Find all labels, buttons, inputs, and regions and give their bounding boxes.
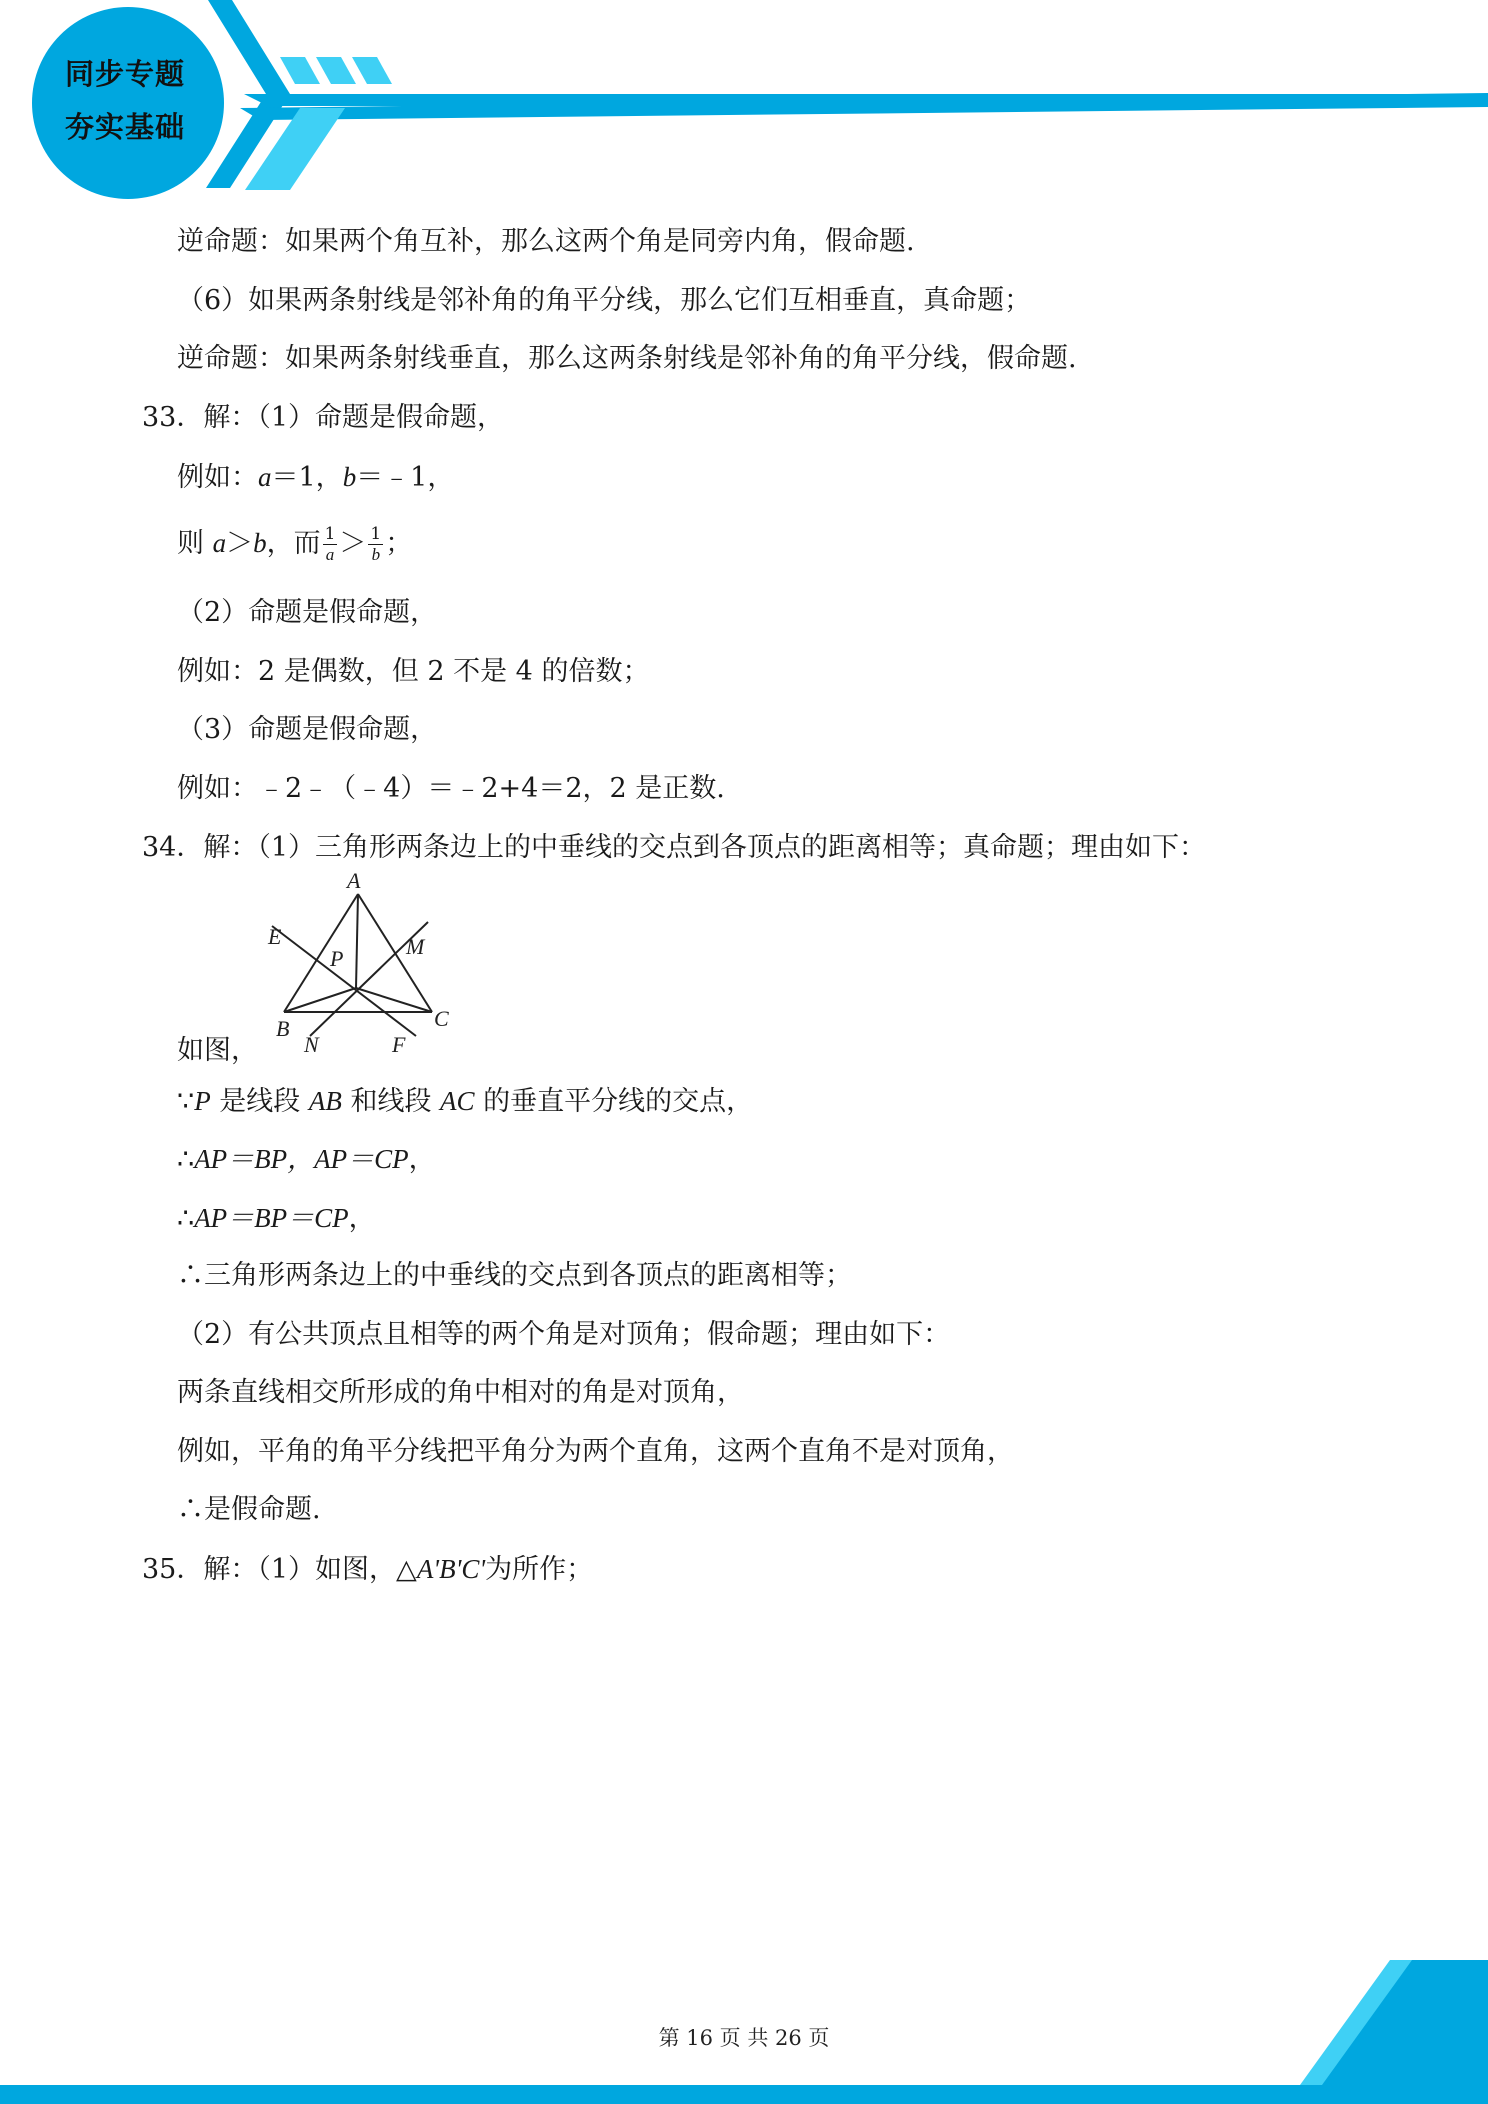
text-line: （6）如果两条射线是邻补角的角平分线，那么它们互相垂直，真命题；	[177, 285, 1032, 316]
text-line: 逆命题：如果两个角互补，那么这两个角是同旁内角，假命题.	[177, 226, 915, 257]
label-F: F	[392, 1032, 406, 1057]
segment-AC-label: AC	[440, 1086, 475, 1116]
label-N: N	[304, 1032, 319, 1057]
equation: AP＝BP，AP＝CP	[194, 1144, 409, 1174]
text-line: （2）命题是假命题，	[177, 597, 438, 628]
badge-line-2: 夯实基础	[64, 110, 185, 144]
text-fragment: ＞	[339, 528, 367, 559]
text-line: ∴三角形两条边上的中垂线的交点到各顶点的距离相等；	[177, 1260, 852, 1291]
fraction-numerator: 1	[370, 524, 382, 544]
header-banner	[0, 0, 1488, 200]
variable-b: b	[342, 462, 357, 492]
header-stripe-1	[280, 57, 320, 84]
triangle-label: A'B'C'	[416, 1554, 486, 1584]
text-fragment: ，	[348, 1203, 376, 1234]
inequality-line	[177, 523, 412, 565]
footer-bar	[0, 2085, 1488, 2104]
reason-line	[177, 1081, 753, 1122]
fraction-numerator: 1	[324, 524, 336, 544]
text-fragment: ；	[385, 528, 413, 559]
variable-a: a	[212, 528, 227, 558]
fraction-denominator: b	[371, 545, 381, 564]
example-line	[177, 457, 454, 498]
text-fragment: ＝﹣1，	[356, 462, 455, 493]
label-E: E	[268, 924, 282, 949]
header-badge-circle	[32, 7, 224, 199]
badge-line-1: 同步专题	[64, 57, 185, 91]
fraction-denominator: a	[325, 545, 335, 564]
text-line: 两条直线相交所形成的角中相对的角是对顶角，	[177, 1377, 744, 1408]
text-line: 如图，	[177, 1035, 258, 1066]
text-fragment: 例如：	[177, 462, 258, 493]
text-line: ∴是假命题.	[177, 1494, 321, 1525]
text-fragment: 35．解：（1）如图，△	[142, 1554, 417, 1585]
label-A: A	[347, 870, 361, 893]
equation-line	[177, 1198, 376, 1239]
segment-AP	[356, 894, 358, 988]
variable-b: b	[253, 528, 267, 558]
equation: AP＝BP＝CP	[194, 1203, 349, 1233]
segment-BP	[284, 988, 356, 1012]
text-line: 例如，平角的角平分线把平角分为两个直角，这两个直角不是对顶角，	[177, 1436, 1014, 1467]
text-fragment: 是线段	[210, 1086, 309, 1117]
question-33-heading: 33．解：（1）命题是假命题，	[142, 402, 505, 433]
header-stripe-3	[352, 57, 392, 84]
header-bar	[244, 94, 1488, 106]
text-line: 例如：2 是偶数，但 2 不是 4 的倍数；	[177, 656, 650, 687]
variable-a: a	[258, 462, 272, 492]
therefore-symbol: ∴	[177, 1144, 195, 1175]
text-fragment: 和线段	[341, 1086, 441, 1117]
question-34-heading: 34．解：（1）三角形两条边上的中垂线的交点到各顶点的距离相等；真命题；理由如下：	[142, 832, 1207, 863]
text-line: （2）有公共顶点且相等的两个角是对顶角；假命题；理由如下：	[177, 1319, 951, 1350]
text-fragment: ＝1，	[271, 462, 343, 493]
point-P: P	[194, 1086, 211, 1116]
text-fragment: 则	[177, 528, 213, 559]
text-line: 逆命题：如果两条射线垂直，那么这两条射线是邻补角的角平分线，假命题.	[177, 343, 1077, 374]
label-M: M	[406, 934, 425, 959]
segment-AB-label: AB	[308, 1086, 342, 1116]
fraction-1-over-a	[323, 524, 338, 565]
label-C: C	[434, 1006, 449, 1031]
page-number: 第 16 页 共 26 页	[658, 2026, 830, 2050]
segment-AB	[284, 894, 358, 1012]
question-35-heading	[142, 1549, 593, 1590]
fraction-1-over-b	[368, 524, 383, 565]
text-line: 例如：﹣2﹣（﹣4）＝﹣2+4＝2，2 是正数.	[177, 773, 725, 804]
text-line: （3）命题是假命题，	[177, 714, 438, 745]
bisector-EF	[272, 926, 416, 1036]
equation-line	[177, 1139, 436, 1180]
therefore-symbol: ∴	[177, 1203, 195, 1234]
triangle-figure	[262, 870, 472, 1070]
text-fragment: ，而	[266, 528, 321, 559]
text-fragment: ＞	[226, 528, 254, 559]
label-B: B	[276, 1016, 290, 1041]
text-fragment: 的垂直平分线的交点，	[474, 1086, 754, 1117]
header-stripe-2	[316, 57, 356, 84]
because-symbol: ∵	[177, 1086, 195, 1117]
text-fragment: ，	[408, 1144, 436, 1175]
text-fragment: 为所作；	[485, 1554, 594, 1585]
label-P: P	[330, 946, 344, 971]
